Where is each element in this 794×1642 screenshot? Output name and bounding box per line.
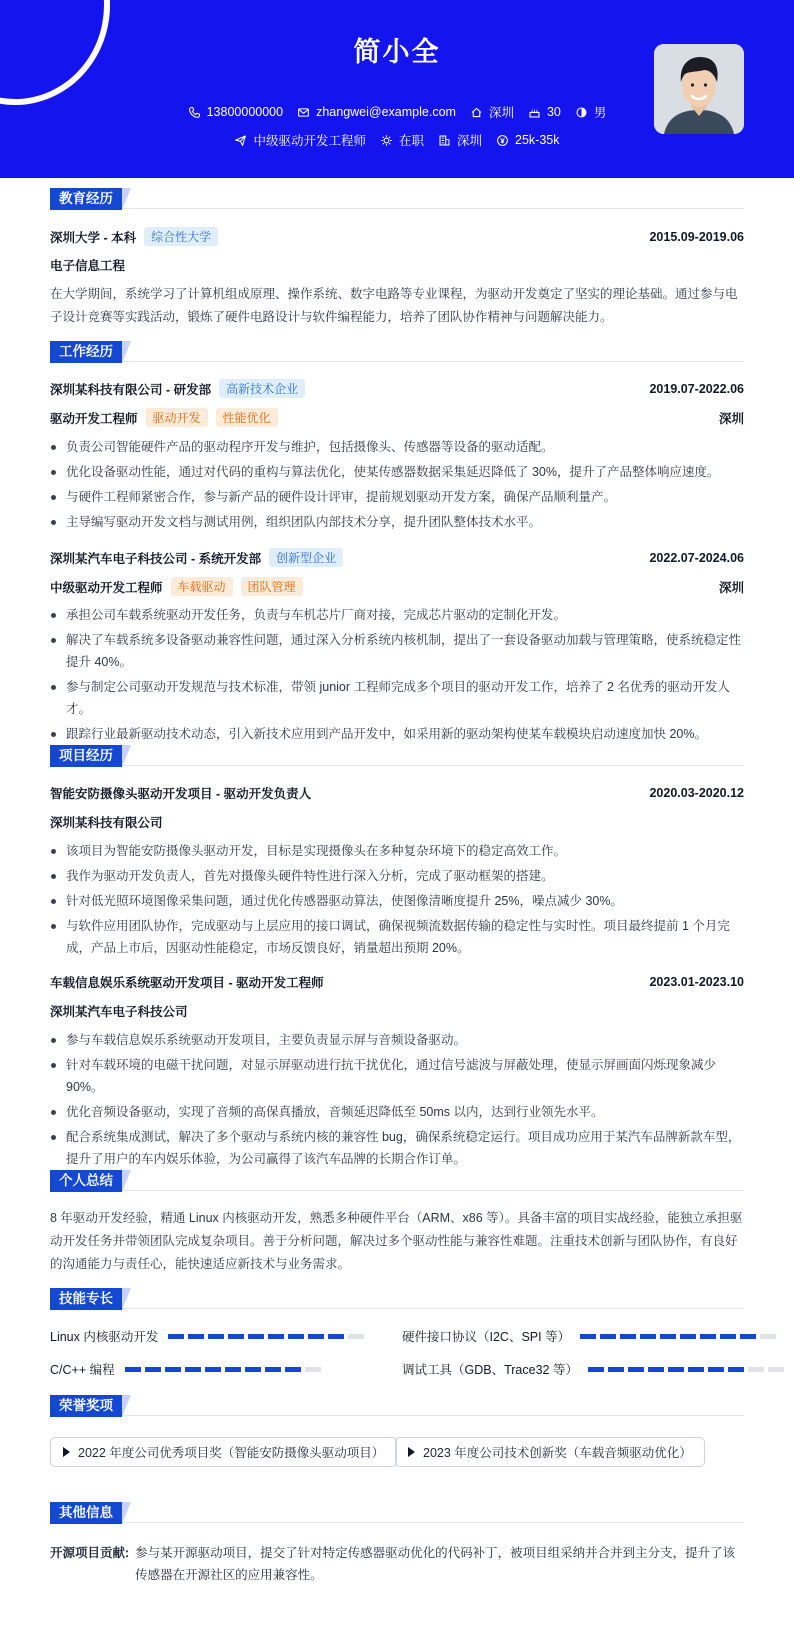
- skill-name: C/C++ 编程: [50, 1363, 115, 1377]
- list-item: 该项目为智能安防摄像头驱动开发，目标是实现摄像头在多种复杂环境下的稳定高效工作。: [50, 840, 744, 862]
- skill-dash-empty: [748, 1367, 764, 1372]
- education-major-row: [50, 256, 744, 274]
- work-1-role-tag: 驱动开发: [146, 408, 208, 427]
- skill-dash-filled: [720, 1334, 736, 1339]
- list-item: 承担公司车载系统驱动开发任务，负责与车机芯片厂商对接，完成芯片驱动的定制化开发。: [50, 604, 744, 626]
- skill-dash-filled: [660, 1334, 676, 1339]
- honor-text: 2022 年度公司优秀项目奖（智能安防摄像头驱动项目）: [78, 1446, 385, 1460]
- status-icon: [380, 134, 393, 147]
- skill-dash-empty: [348, 1334, 364, 1339]
- contact-phone: [188, 103, 283, 121]
- education-description: 在大学期间，系统学习了计算机组成原理、操作系统、数字电路等专业课程，为驱动开发奠定了坚实的理论基础。通过参与电子设计竞赛等实践活动，锻炼了硬件电路设计与软件编程能力，培养了团队协作精神与问题解决能力。: [50, 287, 738, 324]
- work-2-city: 深圳: [718, 580, 744, 595]
- skill-dash-filled: [168, 1334, 184, 1339]
- skill-dash-filled: [708, 1367, 724, 1372]
- work-2-bullets: [50, 604, 744, 748]
- work-1-city: 深圳: [718, 411, 744, 426]
- section-title-summary: 个人总结: [50, 1170, 122, 1192]
- work-2-header: [50, 548, 744, 567]
- education-school: 深圳大学 - 本科: [50, 230, 137, 245]
- honor-item: [50, 1437, 397, 1467]
- header-banner: [0, 0, 794, 178]
- section-title-education: 教育经历: [50, 188, 122, 210]
- skill-level-bar: [588, 1367, 784, 1372]
- skills-section-header: [50, 1289, 744, 1309]
- play-triangle-icon: [63, 1447, 70, 1457]
- intent-salary-text: 25k-35k: [515, 133, 560, 147]
- list-item: 解决了车载系统多设备驱动兼容性问题，通过深入分析系统内核机制，提出了一套设备驱动加载与管理策略，使系统稳定性提升 40%。: [50, 629, 744, 673]
- list-item: 与软件应用团队协作，完成驱动与上层应用的接口调试，确保视频流数据传输的稳定性与实时性。项目最终提前 1 个月完成，产品上市后，因驱动性能稳定，市场反馈良好，销量超出预期 20%。: [50, 915, 744, 959]
- project-1-date: 2020.03-2020.12: [649, 786, 744, 800]
- intent-city-text: 深圳: [457, 134, 483, 148]
- work-2-role: 中级驱动开发工程师: [50, 580, 163, 595]
- work-2-role-row: [50, 577, 744, 596]
- skill-level-bar: [125, 1367, 321, 1372]
- section-title-skills: 技能专长: [50, 1288, 122, 1310]
- skill-dash-empty: [760, 1334, 776, 1339]
- education-section-header: [50, 189, 744, 209]
- skill-dash-empty: [305, 1367, 321, 1372]
- skill-dash-filled: [728, 1367, 744, 1372]
- skill-dash-filled: [205, 1367, 221, 1372]
- work-1-company: 深圳某科技有限公司 - 研发部: [50, 382, 212, 397]
- skill-name: 硬件接口协议（I2C、SPI 等）: [402, 1330, 571, 1344]
- skill-level-bar: [168, 1334, 364, 1339]
- skill-dash-filled: [688, 1367, 704, 1372]
- other-value: 参与某开源驱动项目，提交了针对特定传感器驱动优化的代码补丁，被项目组采纳并合并到主分支，提升了该传感器在开源社区的应用兼容性。: [135, 1546, 736, 1582]
- skill-dash-filled: [600, 1334, 616, 1339]
- skill-dash-filled: [580, 1334, 596, 1339]
- skill-dash-filled: [628, 1367, 644, 1372]
- work-1-role: 驱动开发工程师: [50, 411, 138, 426]
- work-2-role-tag: 车载驱动: [171, 577, 233, 596]
- list-item: 我作为驱动开发负责人，首先对摄像头硬件特性进行深入分析，完成了驱动框架的搭建。: [50, 865, 744, 887]
- work-1-role-row: [50, 408, 744, 427]
- skill-dash-filled: [620, 1334, 636, 1339]
- skill-dash-filled: [285, 1367, 301, 1372]
- contact-gender: [575, 103, 607, 121]
- skill-name: 调试工具（GDB、Trace32 等）: [402, 1363, 578, 1377]
- section-title-projects: 项目经历: [50, 745, 122, 767]
- work-2-date: 2022.07-2024.06: [649, 550, 744, 565]
- contact-age: [528, 103, 561, 121]
- project-2-date: 2023.01-2023.10: [649, 975, 744, 989]
- intent-status-text: 在职: [399, 134, 425, 148]
- contact-age-text: 30: [546, 105, 561, 119]
- skill-item: [402, 1327, 776, 1345]
- projects-section-header: [50, 746, 744, 766]
- skill-dash-filled: [268, 1334, 284, 1339]
- work-1-header: [50, 379, 744, 398]
- section-title-work: 工作经历: [50, 341, 122, 363]
- contact-city-text: 深圳: [488, 106, 514, 120]
- skill-dash-filled: [228, 1334, 244, 1339]
- list-item: 针对低光照环境图像采集问题，通过优化传感器驱动算法，使图像清晰度提升 25%，噪点减少 30%。: [50, 890, 744, 912]
- work-1-bullets: [50, 436, 744, 536]
- skill-dash-filled: [700, 1334, 716, 1339]
- project-2-org: 深圳某汽车电子科技公司: [50, 1005, 188, 1019]
- contact-email-text: zhangwei@example.com: [316, 105, 456, 119]
- intent-status: [380, 131, 424, 149]
- education-major: 电子信息工程: [50, 259, 126, 273]
- project-2-header: [50, 973, 744, 991]
- skill-dash-filled: [648, 1367, 664, 1372]
- play-triangle-icon: [408, 1447, 415, 1457]
- work-1-role-tag: 性能优化: [216, 408, 278, 427]
- contact-phone-text: 13800000000: [206, 105, 284, 119]
- list-item: 配合系统集成测试，解决了多个驱动与系统内核的兼容性 bug，确保系统稳定运行。项目成功应用于某汽车品牌新款车型，提升了用户的车内娱乐体验，为公司赢得了该汽车品牌的长期合作订单。: [50, 1126, 744, 1170]
- skill-dash-filled: [288, 1334, 304, 1339]
- work-1-date: 2019.07-2022.06: [649, 381, 744, 396]
- project-1-org: 深圳某科技有限公司: [50, 816, 163, 830]
- skill-dash-filled: [608, 1367, 624, 1372]
- skill-dash-filled: [125, 1367, 141, 1372]
- list-item: 主导编写驱动开发文档与测试用例，组织团队内部技术分享，提升团队整体技术水平。: [50, 511, 744, 533]
- list-item: 与硬件工程师紧密合作，参与新产品的硬件设计评审，提前规划驱动开发方案，确保产品顺利量产。: [50, 486, 744, 508]
- project-2-org-row: [50, 1002, 744, 1020]
- send-icon: [234, 134, 247, 147]
- other-section-header: [50, 1503, 744, 1523]
- list-item: 跟踪行业最新驱动技术动态，引入新技术应用到产品开发中，如采用新的驱动架构使某车载模块启动速度加快 20%。: [50, 723, 744, 745]
- work-2-tag: 创新型企业: [269, 548, 343, 567]
- avatar: [654, 44, 744, 134]
- mail-icon: [297, 106, 310, 119]
- avatar-portrait: [654, 44, 744, 134]
- other-info-row: [50, 1542, 744, 1586]
- project-2-title: 车载信息娱乐系统驱动开发项目 - 驱动开发工程师: [50, 976, 324, 990]
- skill-dash-empty: [768, 1367, 784, 1372]
- education-header-row: [50, 227, 744, 246]
- honors-section-header: [50, 1396, 744, 1416]
- project-1-org-row: [50, 813, 744, 831]
- phone-icon: [188, 106, 201, 119]
- intent-city: [438, 131, 482, 149]
- skill-dash-filled: [245, 1367, 261, 1372]
- project-1-bullets: [50, 840, 744, 962]
- skill-dash-filled: [225, 1367, 241, 1372]
- list-item: 参与制定公司驱动开发规范与技术标准，带领 junior 工程师完成多个项目的驱动开发工作，培养了 2 名优秀的驱动开发人才。: [50, 676, 744, 720]
- education-tag: 综合性大学: [144, 227, 218, 246]
- education-date: 2015.09-2019.06: [649, 229, 744, 244]
- contact-city: [470, 103, 514, 121]
- contact-email[interactable]: [297, 103, 456, 121]
- skill-dash-filled: [248, 1334, 264, 1339]
- skill-dash-filled: [145, 1367, 161, 1372]
- project-1-title: 智能安防摄像头驱动开发项目 - 驱动开发负责人: [50, 787, 312, 801]
- summary-text: 8 年驱动开发经验，精通 Linux 内核驱动开发，熟悉多种硬件平台（ARM、x86 等）。具备丰富的项目实战经验，能独立承担驱动开发任务并带领团队完成复杂项目。善于分析问题，解决过多个驱动性能与兼容性难题。注重技术创新与团队协作，有良好的沟通能力与责任心，能快速适应新技术与业务需求。: [50, 1211, 743, 1271]
- skill-dash-filled: [188, 1334, 204, 1339]
- building-icon: [438, 134, 451, 147]
- list-item: 负责公司智能硬件产品的驱动程序开发与维护，包括摄像头、传感器等设备的驱动适配。: [50, 436, 744, 458]
- list-item: 针对车载环境的电磁干扰问题，对显示屏驱动进行抗干扰优化，通过信号滤波与屏蔽处理，使显示屏画面闪烁现象减少 90%。: [50, 1054, 744, 1098]
- list-item: 参与车载信息娱乐系统驱动开发项目，主要负责显示屏与音频设备驱动。: [50, 1029, 744, 1051]
- skill-dash-filled: [308, 1334, 324, 1339]
- skill-dash-filled: [208, 1334, 224, 1339]
- skill-name: Linux 内核驱动开发: [50, 1330, 159, 1344]
- work-1-tag: 高新技术企业: [219, 379, 305, 398]
- skill-dash-filled: [588, 1367, 604, 1372]
- skill-dash-filled: [680, 1334, 696, 1339]
- section-title-honors: 荣誉奖项: [50, 1395, 122, 1417]
- summary-section-header: [50, 1171, 744, 1191]
- candidate-name: 简小全: [353, 37, 441, 67]
- intent-salary: [496, 131, 559, 149]
- contact-gender-text: 男: [593, 106, 607, 120]
- honor-text: 2023 年度公司技术创新奖（车载音频驱动优化）: [423, 1446, 692, 1460]
- skill-item: [402, 1360, 784, 1378]
- project-2-bullets: [50, 1029, 744, 1173]
- list-item: 优化设备驱动性能，通过对代码的重构与算法优化，使某传感器数据采集延迟降低了 30%，提升了产品整体响应速度。: [50, 461, 744, 483]
- intent-position-text: 中级驱动开发工程师: [253, 134, 366, 148]
- honor-item: [395, 1437, 705, 1467]
- skill-dash-filled: [328, 1334, 344, 1339]
- skill-item: [50, 1327, 364, 1345]
- other-key: 开源项目贡献:: [50, 1546, 130, 1560]
- skill-dash-filled: [640, 1334, 656, 1339]
- gender-icon: [575, 106, 588, 119]
- skill-dash-filled: [165, 1367, 181, 1372]
- work-section-header: [50, 342, 744, 362]
- list-item: 优化音频设备驱动，实现了音频的高保真播放，音频延迟降低至 50ms 以内，达到行业领先水平。: [50, 1101, 744, 1123]
- skill-item: [50, 1360, 321, 1378]
- age-icon: [528, 106, 541, 119]
- skill-level-bar: [580, 1334, 776, 1339]
- section-title-other: 其他信息: [50, 1502, 122, 1524]
- skill-dash-filled: [185, 1367, 201, 1372]
- skill-dash-filled: [668, 1367, 684, 1372]
- intent-position: [234, 131, 366, 149]
- salary-icon: [496, 134, 509, 147]
- work-2-role-tag: 团队管理: [241, 577, 303, 596]
- home-icon: [470, 106, 483, 119]
- work-2-company: 深圳某汽车电子科技公司 - 系统开发部: [50, 551, 262, 566]
- skill-dash-filled: [740, 1334, 756, 1339]
- project-1-header: [50, 784, 744, 802]
- skill-dash-filled: [265, 1367, 281, 1372]
